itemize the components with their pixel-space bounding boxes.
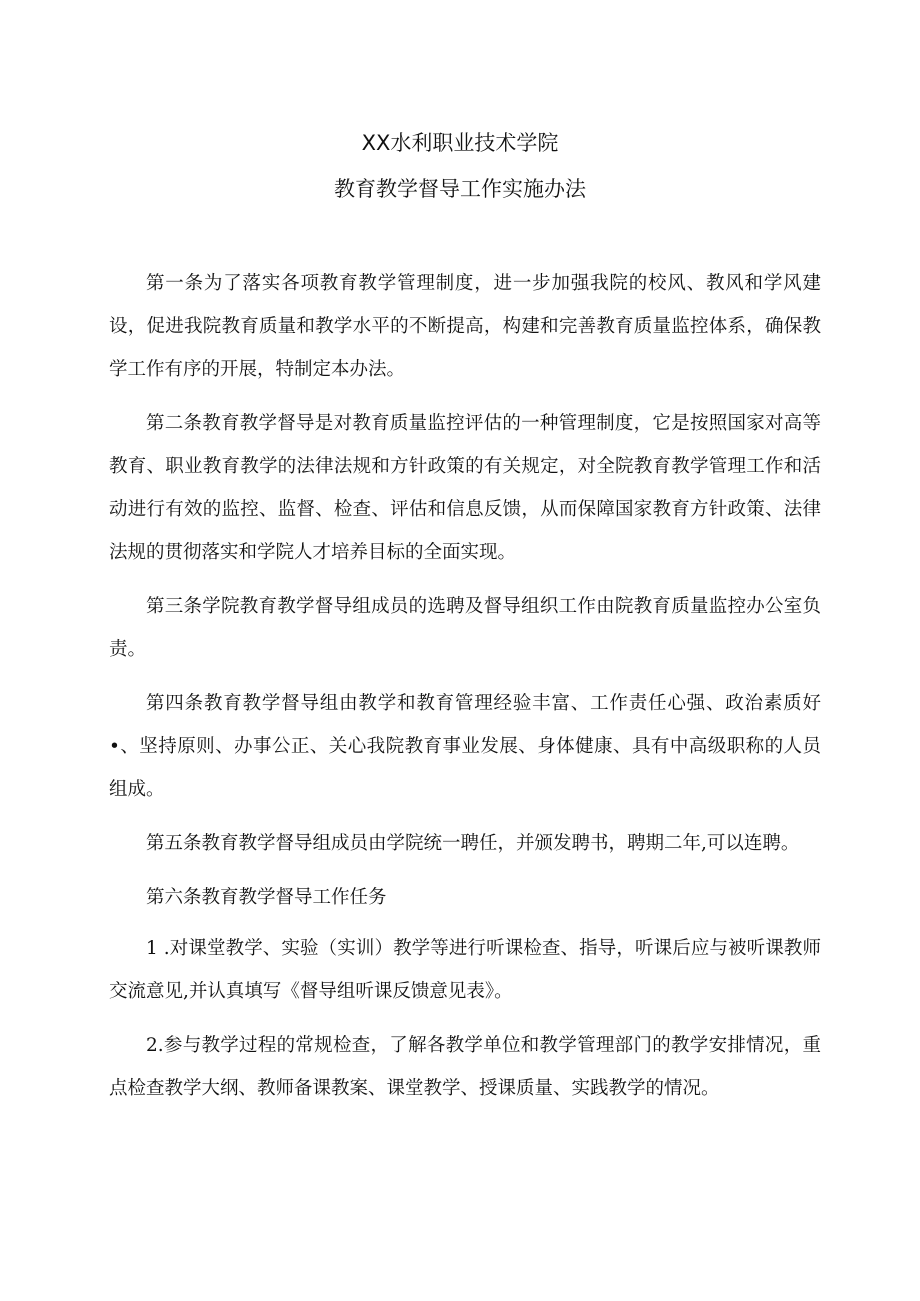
paragraph-article-6: 第六条教育教学督导工作任务	[146, 887, 387, 908]
paragraph-article-2: 第二条教育教学督导是对教育质量监控评估的一种管理制度，它是按照国家对高等教育、职业教育教学的法律法规和方针政策的有关规定，对全院教育教学管理工作和活动进行有效的监控、监督、检查、评估和信息反馈，从而保障国家教育方针政策、法律法规的贯彻落实和学院人才培养目标的全面实现。	[109, 413, 821, 563]
paragraph-task-2: 2.参与教学过程的常规检查，了解各教学单位和教学管理部门的教学安排情况，重点检查教学大纲、教师备课教案、课堂教学、授课质量、实践教学的情况。	[109, 1035, 821, 1099]
paragraph-task-1: 1 .对课堂教学、实验（实训）教学等进行听课检查、指导，听课后应与被听课教师交流意见,并认真填写《督导组听课反馈意见表》。	[109, 938, 821, 1002]
paragraph-article-3: 第三条学院教育教学督导组成员的选聘及督导组织工作由院教育质量监控办公室负责。	[109, 596, 821, 660]
paragraph-article-4: 第四条教育教学督导组由教学和教育管理经验丰富、工作责任心强、政治素质好•、坚持原则、办事公正、关心我院教育事业发展、身体健康、具有中高级职称的人员组成。	[109, 693, 821, 800]
document-body	[109, 262, 821, 1121]
title-institution: XX水利职业技术学院	[361, 131, 559, 155]
paragraph-article-5: 第五条教育教学督导组成员由学院统一聘任，并颁发聘书，聘期二年,可以连聘。	[146, 833, 800, 854]
document-title	[0, 120, 920, 212]
title-document-name: 教育教学督导工作实施办法	[334, 177, 586, 201]
paragraph-article-1: 第一条为了落实各项教育教学管理制度，进一步加强我院的校风、教风和学风建设，促进我院教育质量和教学水平的不断提高，构建和完善教育质量监控体系，确保教学工作有序的开展，特制定本办法。	[109, 273, 821, 380]
